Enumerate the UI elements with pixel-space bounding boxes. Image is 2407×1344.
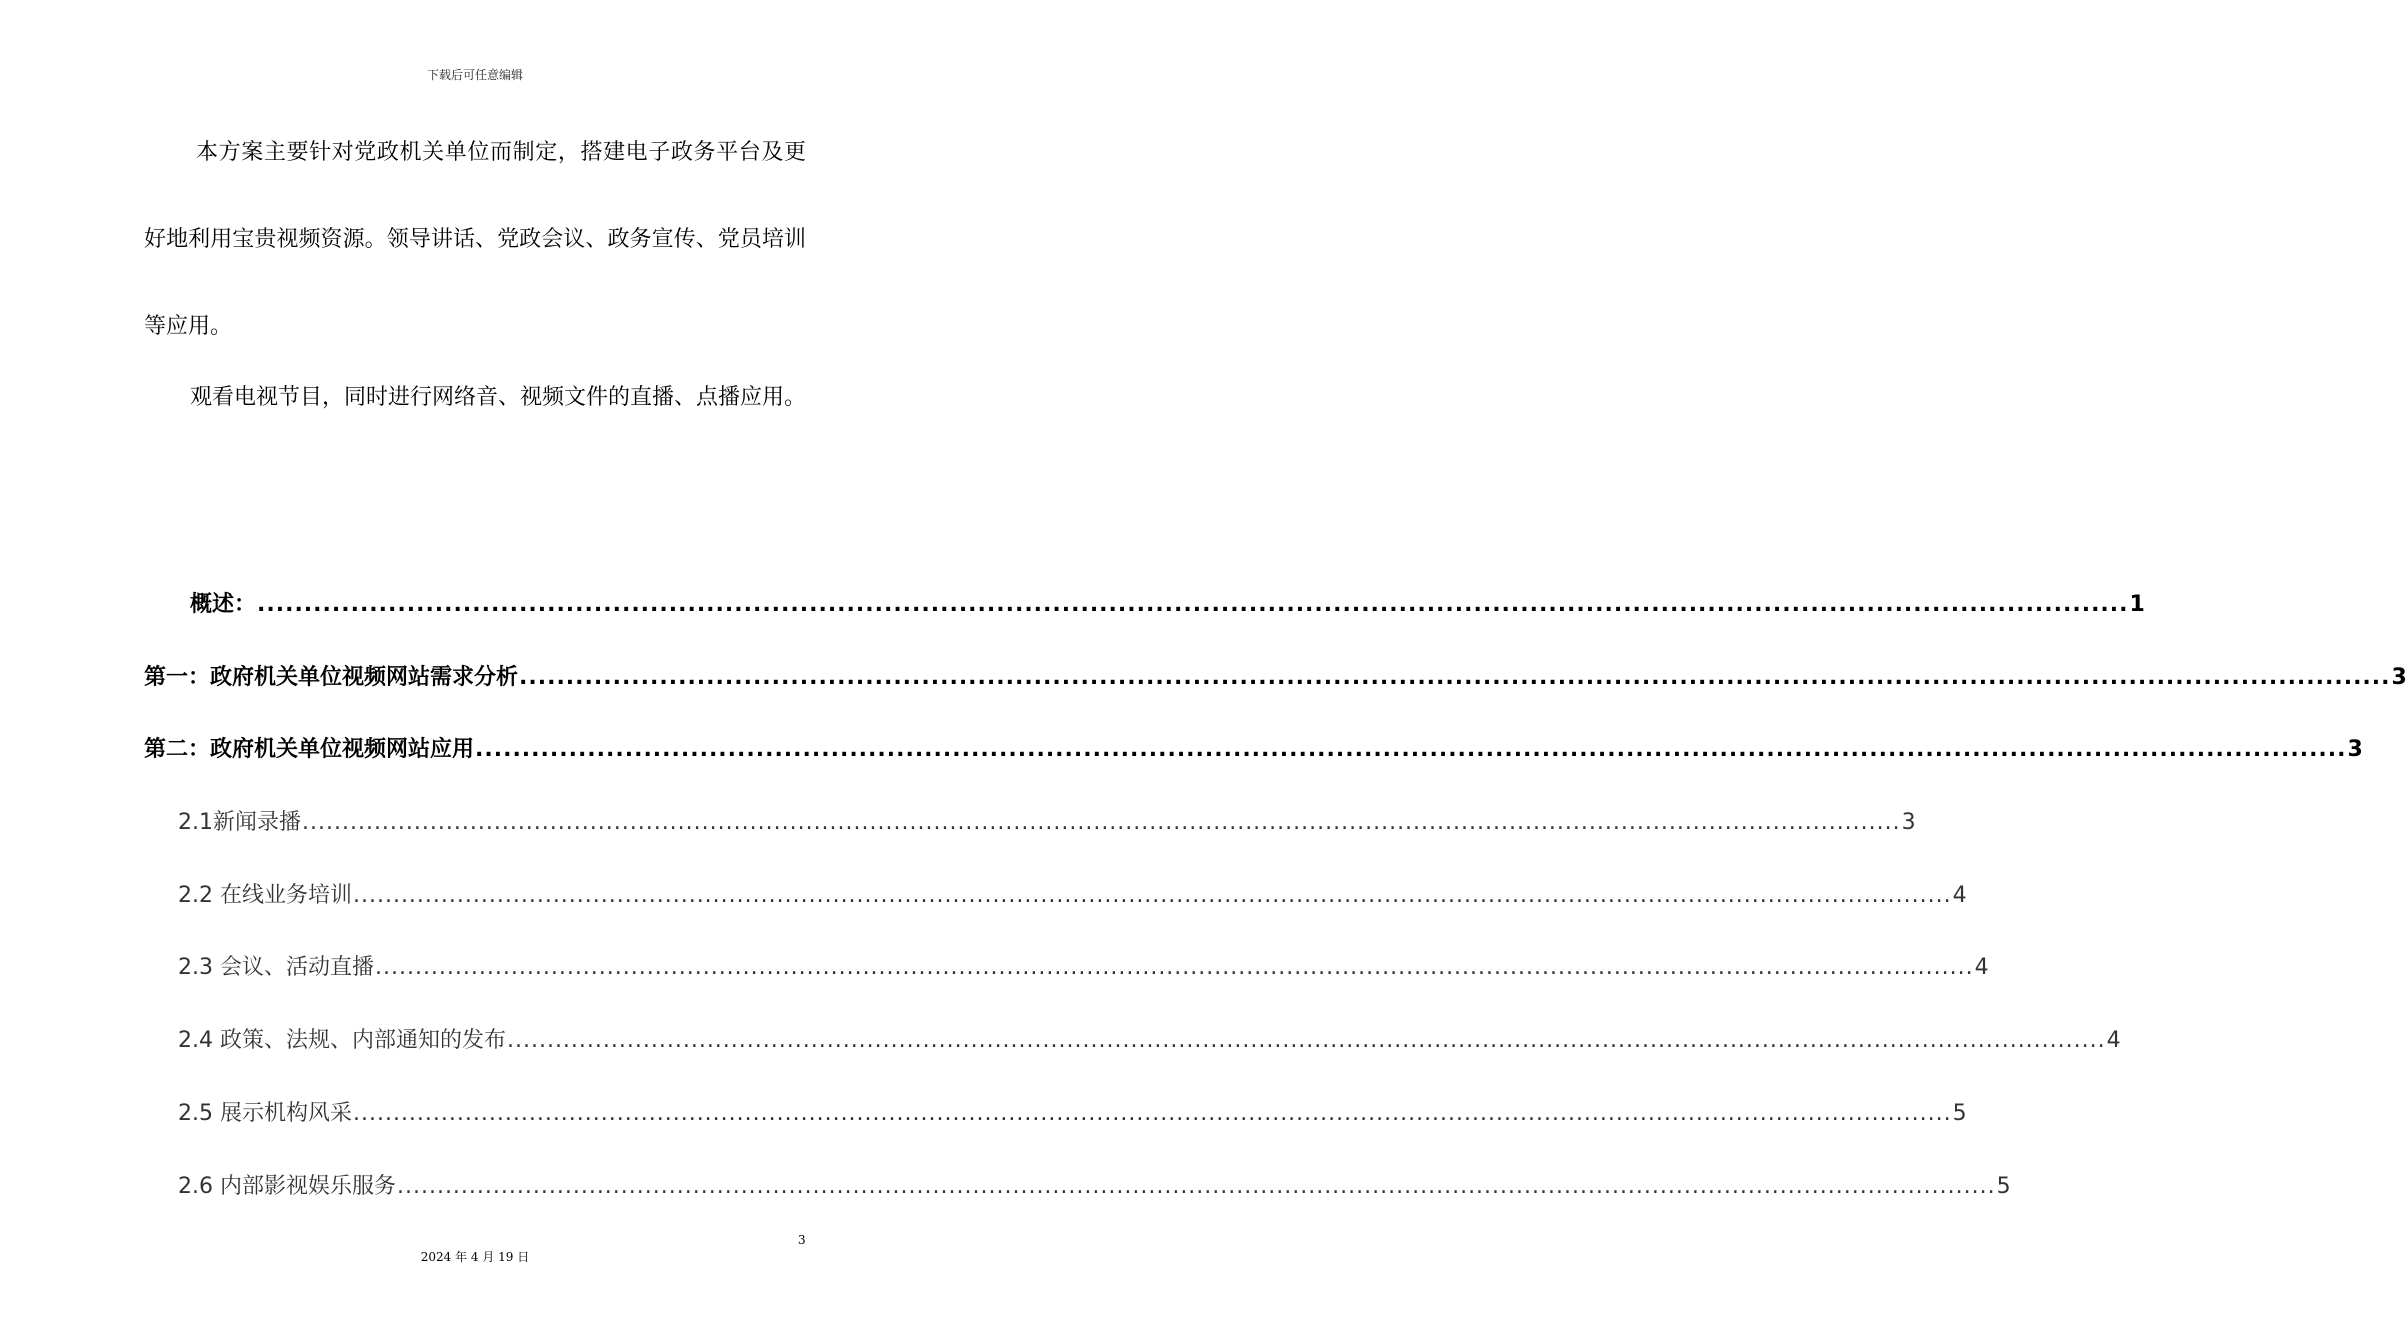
toc-entry-page: 5: [1952, 1101, 1967, 1126]
toc-entry-page: 3: [2391, 665, 2407, 690]
toc-entry-page: 5: [1996, 1174, 2011, 1199]
toc-entry-2-6[interactable]: [178, 1171, 2011, 1203]
toc-entry-title: 2.1新闻录播: [178, 810, 301, 835]
toc-entry-2-2[interactable]: [178, 880, 1967, 912]
toc-entry-2-1[interactable]: [178, 807, 1916, 839]
toc-entry-overview[interactable]: [190, 589, 2145, 621]
footer-date: 2024 年 4 月 19 日: [420, 1250, 530, 1264]
toc-leader-dots: ........................................................................................................................................................................................................: [475, 737, 2347, 762]
toc-leader-dots: ........................................................................................................................................................................................................: [302, 810, 1901, 835]
toc-entry-title: 2.4 政策、法规、内部通知的发布: [178, 1028, 506, 1053]
toc-entry-2-4[interactable]: [178, 1025, 2121, 1057]
toc-entry-page: 3: [1901, 810, 1916, 835]
page-number: 3: [798, 1233, 806, 1247]
toc-entry-page: 3: [2347, 737, 2363, 762]
toc-entry-title: 概述：: [190, 592, 257, 617]
toc-entry-page: 1: [2129, 592, 2145, 617]
toc-entry-page: 4: [1974, 955, 1989, 980]
toc-leader-dots: ........................................................................................................................................................................................................: [374, 955, 1974, 980]
toc-leader-dots: ........................................................................................................................................................................................................: [352, 1101, 1952, 1126]
toc-leader-dots: ........................................................................................................................................................................................................: [257, 592, 2129, 617]
toc-entry-2-3[interactable]: [178, 952, 1989, 984]
page-header: 下载后可任意编辑: [426, 68, 523, 82]
body-paragraph-1: 本方案主要针对党政机关单位而制定，搭建电子政务平台及更好地利用宝贵视频资源。领导讲话、党政会议、政务宣传、党员培训等应用。: [144, 140, 806, 339]
toc-entry-2-5[interactable]: [178, 1098, 1967, 1130]
toc-entry-title: 2.5 展示机构风采: [178, 1101, 352, 1126]
toc-entry-title: 2.3 会议、活动直播: [178, 955, 374, 980]
body-paragraph-2: 观看电视节目，同时进行网络音、视频文件的直播、点播应用。: [190, 385, 807, 410]
toc-leader-dots: ........................................................................................................................................................................................................: [352, 883, 1952, 908]
toc-entry-page: 4: [1952, 883, 1967, 908]
toc-entry-title: 第一：政府机关单位视频网站需求分析: [144, 665, 519, 690]
toc-leader-dots: ........................................................................................................................................................................................................: [396, 1174, 1996, 1199]
toc-entry-section-1[interactable]: [144, 662, 2407, 694]
toc-entry-title: 2.2 在线业务培训: [178, 883, 352, 908]
toc-leader-dots: ........................................................................................................................................................................................................: [519, 665, 2391, 690]
toc-entry-section-2[interactable]: [144, 734, 2363, 766]
toc-entry-title: 2.6 内部影视娱乐服务: [178, 1174, 396, 1199]
toc-entry-page: 4: [2106, 1028, 2121, 1053]
toc-entry-title: 第二：政府机关单位视频网站应用: [144, 737, 475, 762]
toc-leader-dots: ........................................................................................................................................................................................................: [506, 1028, 2106, 1053]
